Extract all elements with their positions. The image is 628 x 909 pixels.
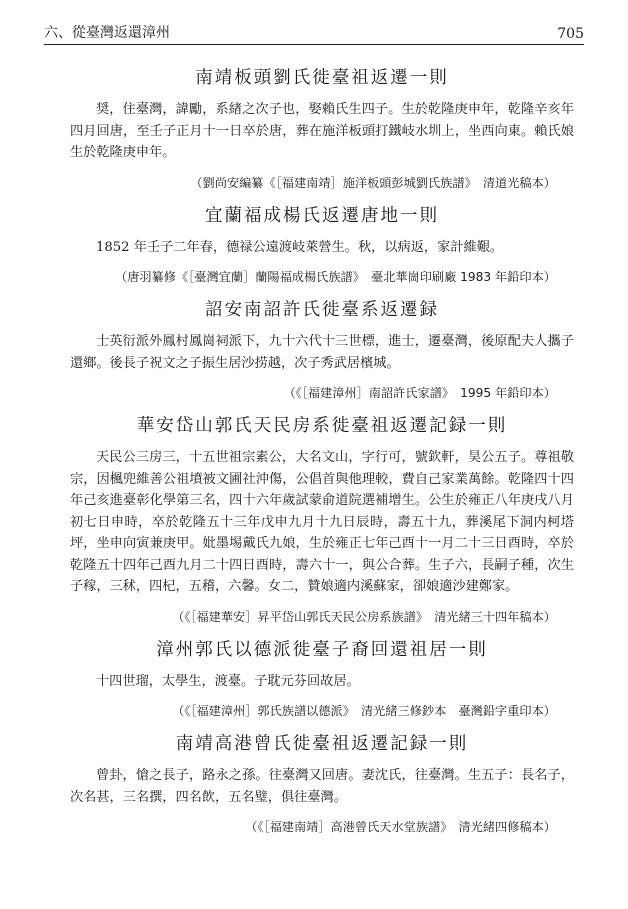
entry-text: 1852 年壬子二年春，德禄公遠渡岐萊營生。秋，以病返，家計維艱。: [96, 239, 504, 255]
entry-source: （《［福建漳州］南詔許氏家譜》 1995 年鉛印本）: [283, 386, 556, 400]
entry-title: 漳州郭氏以德派徙臺子裔回還祖居一則: [156, 639, 488, 660]
entry-source: （《［福建南靖］高港曾氏天水堂族譜》 清光緒四修稿本）: [245, 820, 556, 834]
entry-title: 詔安南詔許氏徙臺系返遷録: [205, 300, 439, 320]
entry-source: （劉尚安編纂《［福建南靖］施洋板頭彭城劉氏族譜》 清道光稿本）: [190, 175, 556, 190]
entry-source: （《［福建華安］昇平岱山郭氏天民公房系族譜》 清光緒三十四年稿本）: [172, 609, 556, 624]
page-content: [70, 58, 574, 846]
entry: [70, 296, 574, 402]
entry-source: （《［福建漳州］郭氏族譜以德派》 清光緒三修鈔本 臺灣鉛字重印本）: [172, 704, 556, 718]
entry-text: 士英衍派外鳳村鳳崗祠派下，九十六代十三世標，進士，遷臺灣，後原配夫人攜子還鄉。後長子祝文之子振生居沙捞越，次子秀武居檳城。: [70, 334, 574, 371]
running-header: [44, 20, 584, 42]
section-title: 六、從臺灣返還漳州: [44, 25, 170, 41]
page-number: 705: [557, 26, 584, 42]
header-rule: [44, 44, 584, 45]
entry-text: 曾卦，愴之長子，路永之孫。往臺灣又回唐。妻沈氏，往臺灣。生五子：長名子，次名甚，三名撰，四名飲，五名璧，俱往臺灣。: [70, 768, 574, 805]
entry: [70, 412, 574, 626]
entry-text: 奨，住臺灣，諱勵，系緖之次子也，娶賴氏生四子。生於乾隆庚申年，乾隆辛亥年四月回唐，至壬子正月十一日卒於唐，葬在施洋板頭打鐵岐水圳上，坐西向東。賴氏娘生於乾隆庚申年。: [70, 102, 574, 160]
entry-title: 華安岱山郭氏天民房系徙臺祖返遷記録一則: [136, 416, 508, 436]
entry-text: 天民公三房三，十五世祖宗素公，大名文山，字行可，號欽軒，昊公五子。尊祖敬宗，因楓兜維善公祖墳被文圃社沖傷，公倡首與他理較，費自己家業萬餘。乾隆四十四年己亥進臺彰化學第三名，四十六年歲試蒙俞道院選補增生。公生於雍正八年庚戌八月初七日申時，卒於乾隆五十三年戊申九月十九日辰時，壽五十九，葬溪尾下洞内柯塔坪，坐申向寅兼庚甲。妣墨埸戴氏九娘，生於雍正七年己酉十一月二十三日酉時，卒於乾隆五十四年己酉九月二十四日酉時，壽六十一，與公合葬。生子六，長嗣子種，次生子稼，三秫，四杞，五稽，六馨。女二，贊娘適内溪蘇家，卻娘適沙建鄭家。: [70, 450, 574, 594]
entry-title: 南靖板頭劉氏徙臺祖返遷一則: [195, 68, 449, 88]
entry-title: 宜蘭福成楊氏返遷唐地一則: [205, 205, 439, 226]
entry: [70, 636, 574, 721]
entry: [70, 64, 574, 192]
entry: [70, 202, 574, 287]
entry-text: 十四世瑠，太學生，渡臺。子耽元芬回故居。: [96, 673, 360, 689]
entry-title: 南靖高港曾氏徙臺祖返遷記録一則: [175, 734, 469, 754]
entry-source: （唐羽纂修《［臺灣宜蘭］蘭陽福成楊氏族譜》 臺北華崗印刷廠 1983 年鉛印本）: [115, 270, 556, 284]
entry: [70, 730, 574, 836]
